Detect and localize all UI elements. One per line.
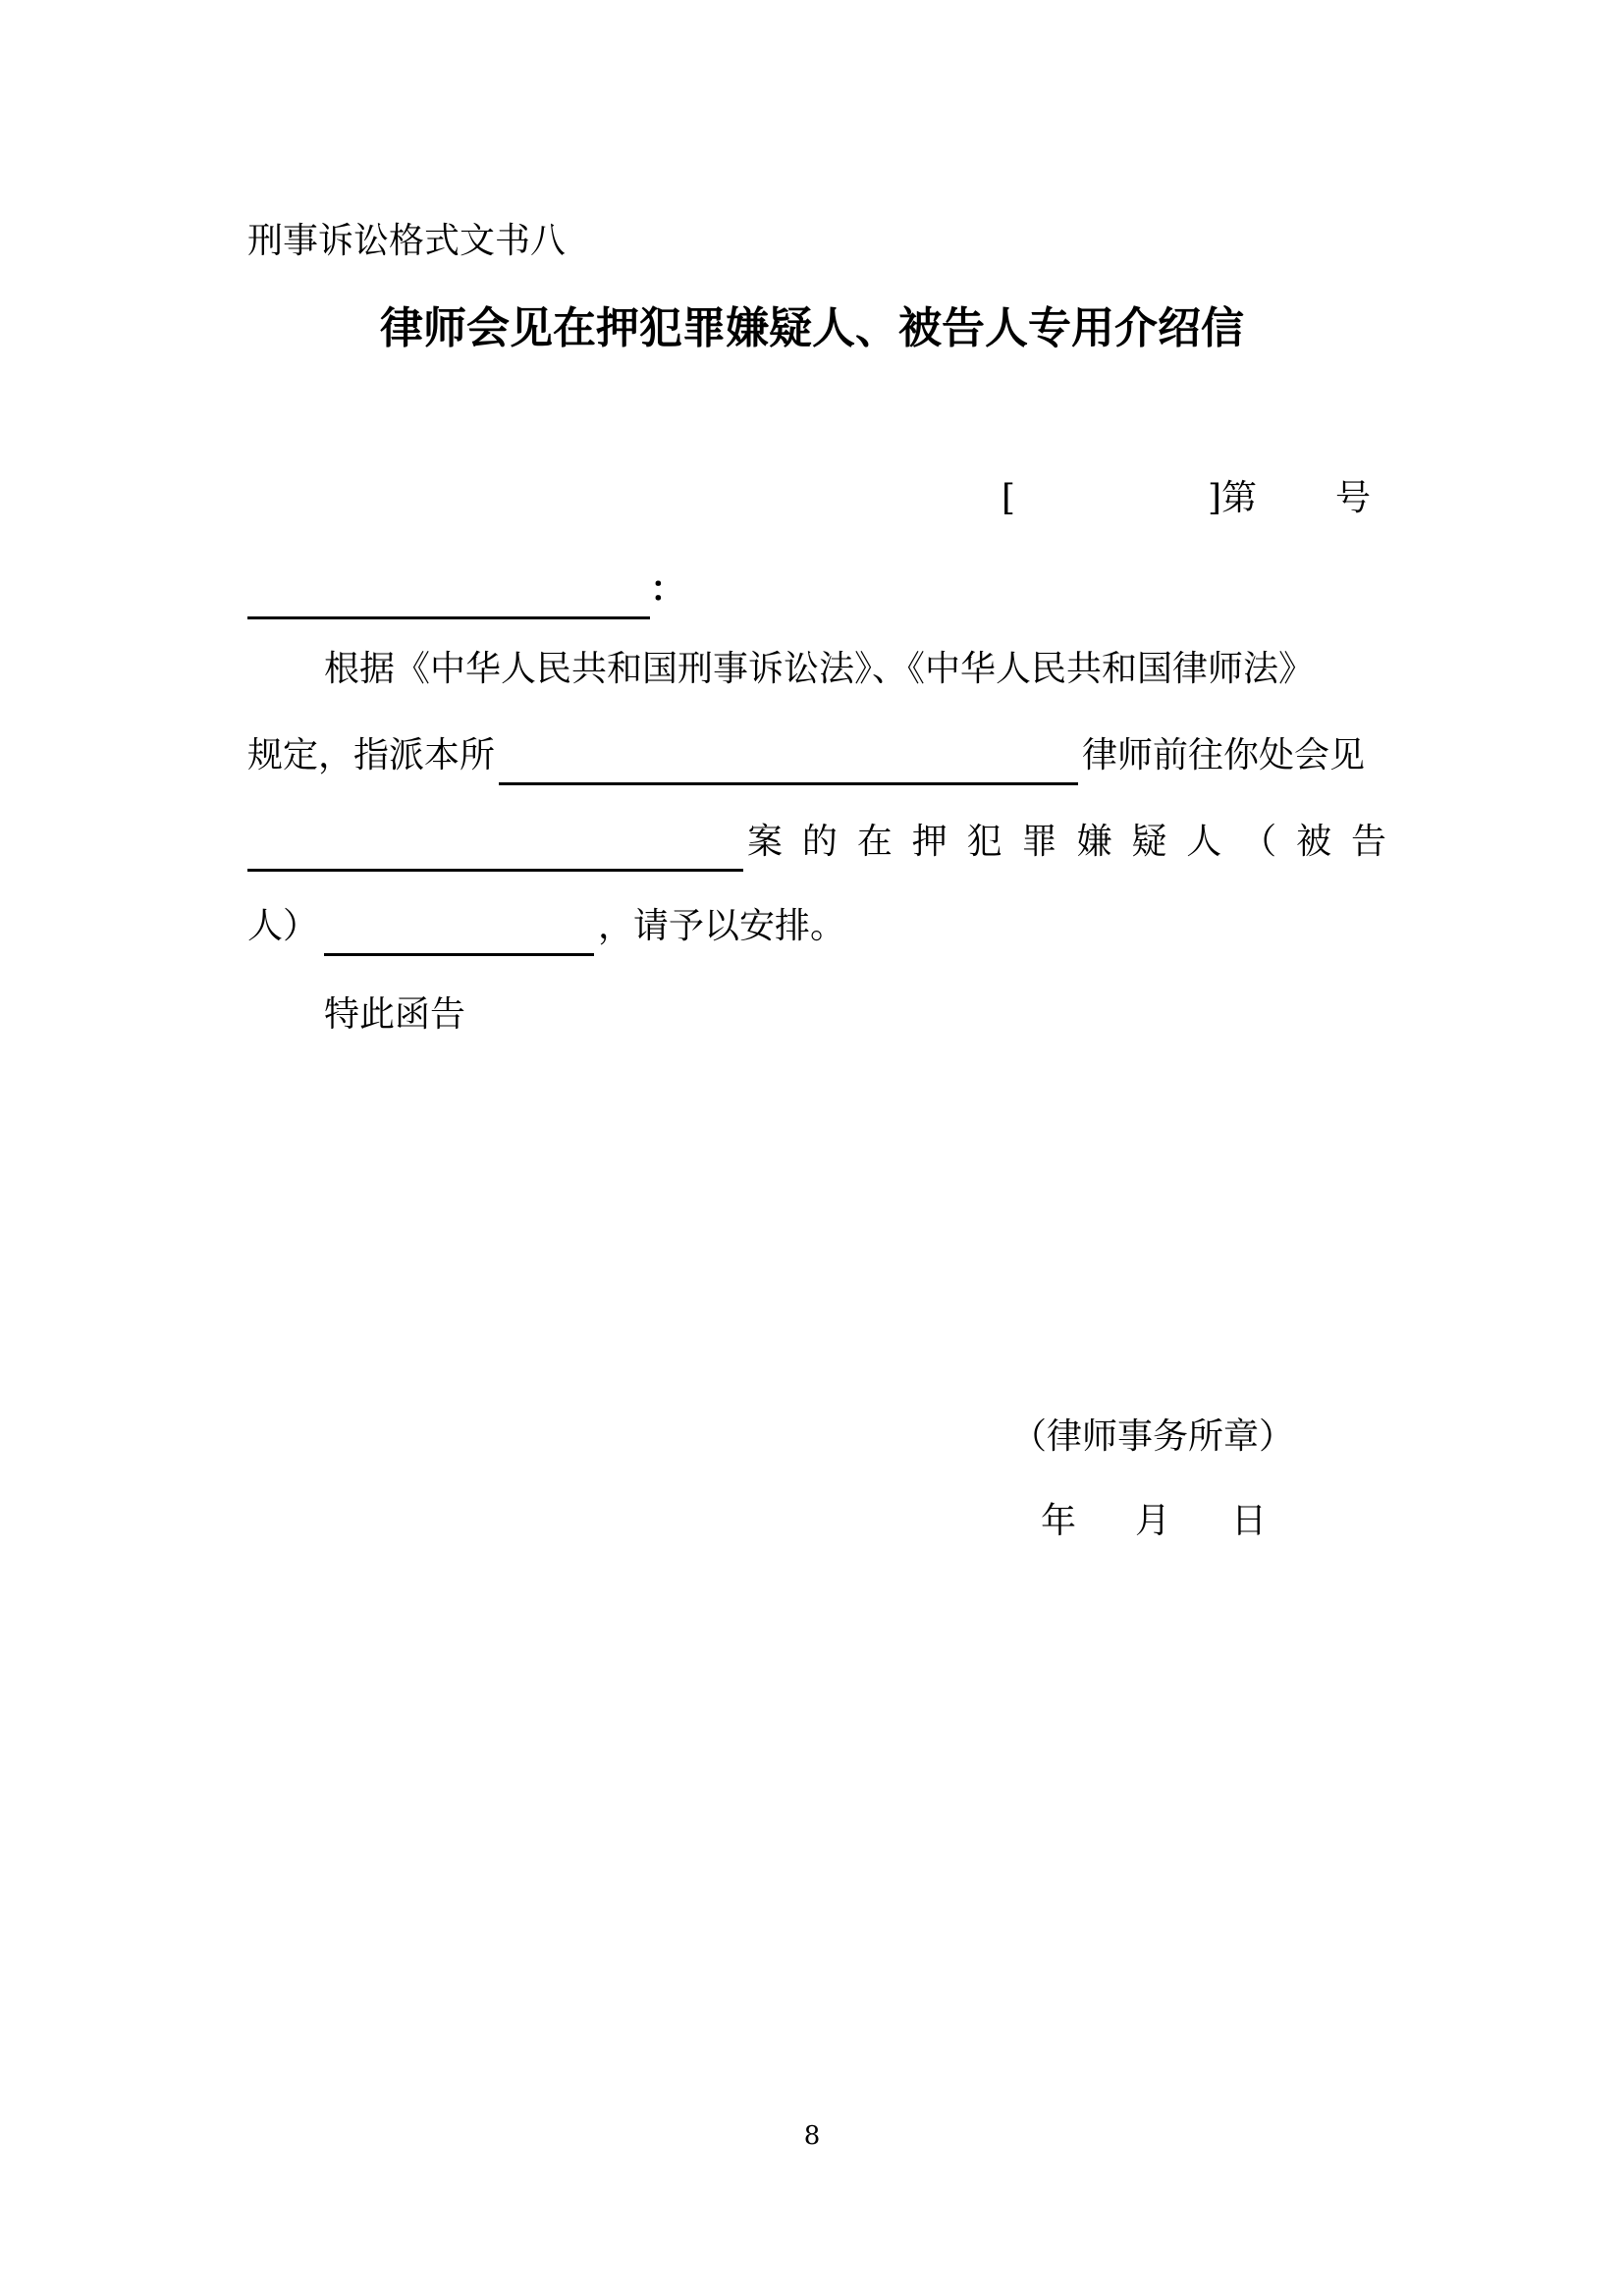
body-line-3-char: 疑: [1131, 822, 1167, 862]
doc-number-suffix: 号: [1335, 478, 1372, 518]
law-firm-seal-label: （律师事务所章）: [1011, 1416, 1295, 1457]
body-line-2: [247, 726, 1365, 785]
addressee-line: [247, 560, 685, 619]
body-line-4-suffix: ，请予以安排。: [598, 906, 846, 946]
addressee-blank[interactable]: [247, 573, 650, 619]
body-line-3-char: 押: [911, 822, 947, 862]
date-day: 日: [1231, 1501, 1268, 1541]
body-line-3-char: 嫌: [1076, 822, 1112, 862]
body-line-4: [247, 897, 845, 956]
body-line-3-char: 在: [856, 822, 893, 862]
body-line-3-char: 被: [1296, 822, 1332, 862]
body-line-3-char: 罪: [1021, 822, 1057, 862]
body-line-3-char: 案: [747, 822, 784, 862]
body-line-3-char: 告: [1350, 822, 1386, 862]
body-line-3-char: 犯: [966, 822, 1002, 862]
addressee-colon: ：: [650, 568, 686, 610]
document-title: 律师会见在押犯罪嫌疑人、被告人专用介绍信: [380, 303, 1244, 353]
body-line-4-prefix: 人）: [247, 906, 319, 946]
body-line-3-char: 人: [1186, 822, 1222, 862]
page-number: 8: [803, 2121, 821, 2151]
date-year: 年: [1041, 1501, 1077, 1541]
lawyer-name-blank[interactable]: [499, 739, 1078, 785]
body-line-2-prefix: 规定，指派本所: [247, 735, 496, 775]
body-line-2-suffix: 律师前往你处会见: [1082, 735, 1366, 775]
date-month: 月: [1135, 1501, 1171, 1541]
body-line-3-text: [743, 813, 1386, 872]
body-line-3-char: 的: [801, 822, 838, 862]
closing-phrase: 特此函告: [324, 994, 466, 1035]
doc-number-close-bracket: ]第: [1208, 478, 1258, 518]
body-line-3-char: （: [1241, 822, 1277, 862]
suspect-name-blank[interactable]: [324, 910, 594, 956]
series-label: 刑事诉讼格式文书八: [247, 221, 567, 261]
case-name-blank[interactable]: [247, 826, 743, 872]
body-line-1: 根据《中华人民共和国刑事诉讼法》、《中华人民共和国律师法》: [324, 649, 1315, 689]
doc-number-open-bracket: [: [1001, 478, 1016, 518]
body-line-3: [247, 813, 1386, 872]
